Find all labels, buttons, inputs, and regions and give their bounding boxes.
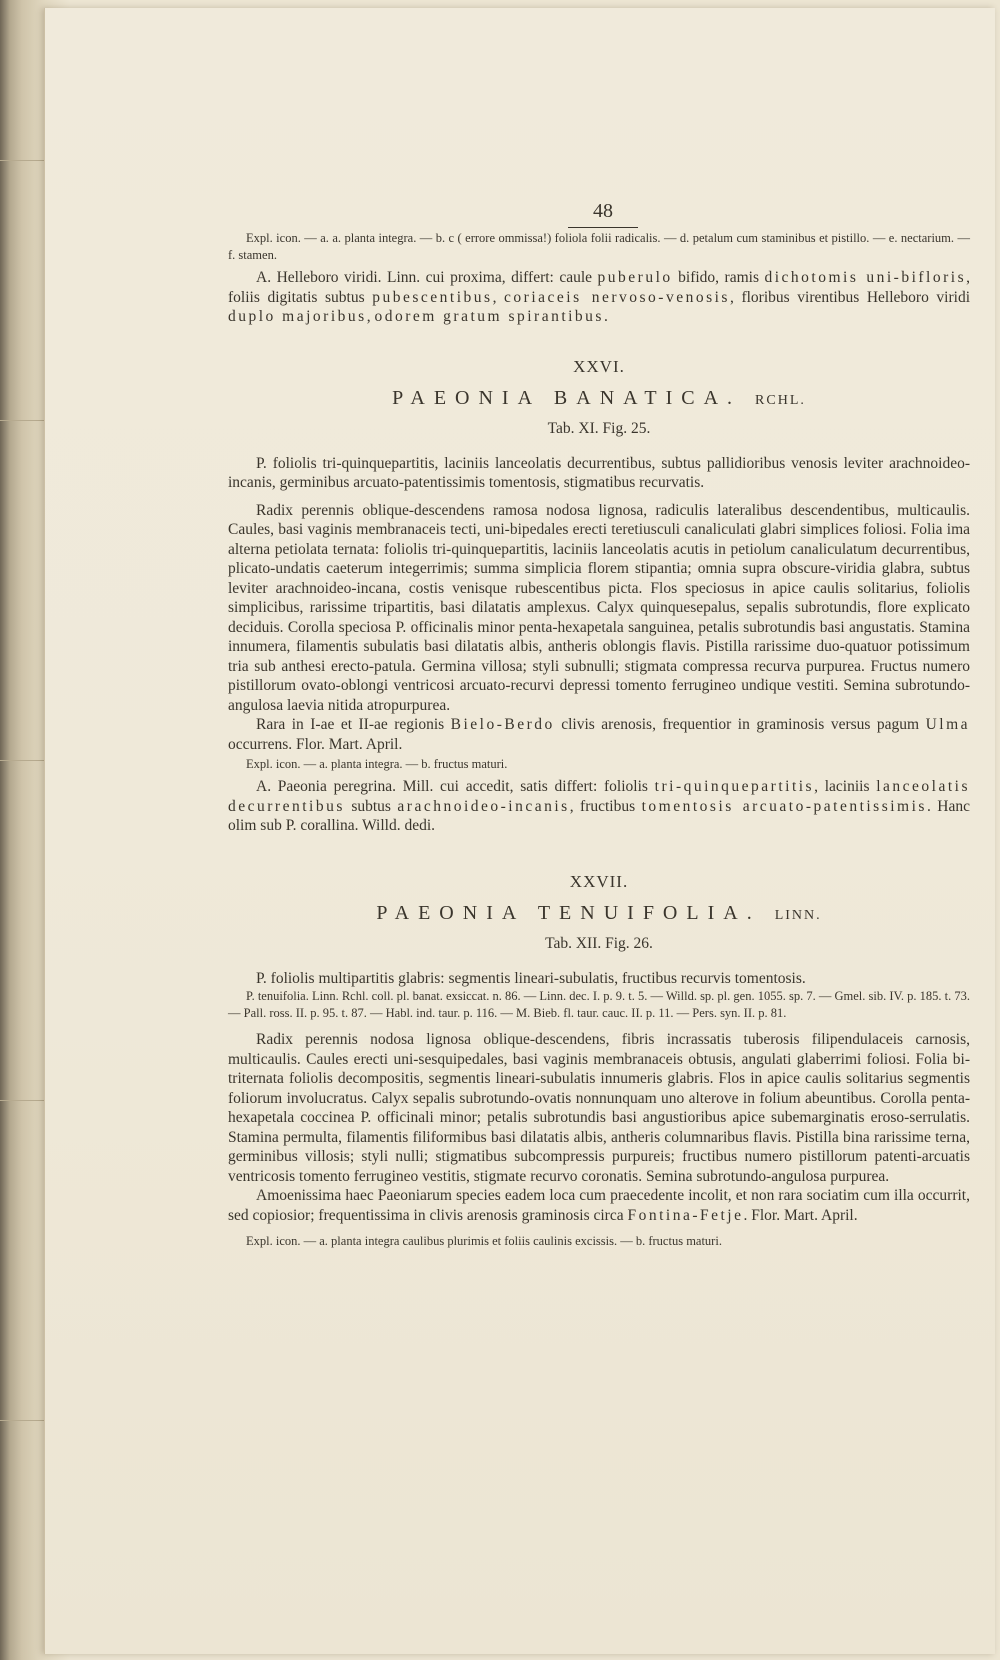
species-author: RCHL. [755,392,806,408]
page-number: 48 [568,200,638,228]
species-diagnosis: P. foliolis tri-quinquepartitis, laciniis lanceolatis decurrentibus, subtus pallidioribus venosis leviter arachnoideo-incanis, germinibus arcuato-patentissimis tomentosis, stigmatibus recurvatis. [228,454,970,491]
page-content [228,200,971,1530]
section-number: XXVII. [569,871,629,891]
species-description: Radix perennis nodosa lignosa oblique-descendens, fibris incrassatis tuberosis filipendulaceis carnosis, multicaulis. Caules erecti uni-sesquipedales, basi vaginis membranaceis obtusis, angulati glaberrimi foliosi. Folia bi-triternata foliolis decompositis, segmentis lineari-subulatis innumeris glabris. Flos in apice caulis solitarius segmentis foliorum involucratus. Calyx sepalis subrotundo-ovatis nonnunquam uno alterove in folium abeuntibus. Corolla penta-hexapetala coccinea P. officinali minor; petalis subrotundis basi angustioribus apice subemarginatis eroso-serrulatis. Stamina permulta, filamentis filiformibus basi dilatatis albis, antheris columnaribus flavis. Pistilla bina rarissime terna, germinibus villosis; styli nulli; stigmatibus subcompressis purpureis; fructibus numero pistillorum patenti-arcuatis ventricosis tomento ferrugineo vestitis, stigmate recurvo coronatis. Semina subrotundo-angulosa purpurea. [228,1031,970,1185]
section-number: XXVI. [573,356,625,376]
plate-reference: Tab. XI. Fig. 25. [547,419,651,437]
page-edge-line [0,1420,44,1421]
species-habitat: Amoenissima haec Paeoniarum species eadem loca cum praecedente incolit, et non rara sociatim cum illa occurrit, sed copiosior; frequentissima in clivis arenosis graminosis circa Fontina-Fetje. Flor. Mart. April. [228,1187,970,1224]
species-synonyms: P. tenuifolia. Linn. Rchl. coll. pl. banat. exsiccat. n. 86. — Linn. dec. I. p. 9. t. 5. — Willd. sp. pl. gen. 1055. sp. 7. — Gmel. sib. IV. p. 185. t. 73. — Pall. ross. II. p. 95. t. 87. — Habl. ind. taur. p. 116. — M. Bieb. fl. taur. cauc. II. p. 11. — Pers. syn. II. p. 81. [228,989,970,1020]
species-description: Radix perennis oblique-descendens ramosa nodosa lignosa, radiculis lateralibus descendentibus, multicaulis. Caules, basi vaginis membranaceis tecti, uni-bipedales erecti teretiusculi canaliculati glabri simplices foliosi. Folia ima alterna petiolata ternata: foliolis tri-quinquepartitis, laciniis lanceolatis acutis in petiolum canaliculatum decurrentibus, plicato-undatis caeterum integerrimis; summa simplicia florem stipantia; omnia supra obscure-viridia glabra, subtus leviter arachnoideo-incana, costis venisque rubescentibus picta. Flos speciosus in apice caulis solitarius, foliolis simplicibus, rarissime tripartitis, basi dilatatis amplexus. Calyx quinquesepalus, sepalis subrotundis, flore explicato deciduis. Corolla speciosa P. officinalis minor penta-hexapetala sanguinea, petalis subrotundis basi angustatis. Stamina innumera, filamentis subulatis basi dilatatis albis, antheris oblongis flavis. Pistilla rarissime duo-quatuor potissimum tria sub anthesi erecto-patula. Germina villosa; styli subnulli; stigmata compressa recurva purpurea. Fructus numero pistillorum ovato-oblongi ventricosi arcuato-recurvi depressi tomento ferrugineo undique vestiti. Semina subrotundo-angulosa laevia nitida atropurpurea. [228,501,970,714]
species-habitat: Rara in I-ae et II-ae regionis Bielo-Berdo clivis arenosis, frequentior in graminosis versus pagum Ulma occurrens. Flor. Mart. April. [228,716,971,753]
helleborus-note: A. Helleboro viridi. Linn. cui proxima, differt: caule puberulo bifido, ramis dichotomis uni-bifloris, foliis digitatis subtus pubescentibus, coriaceis nervoso-venosis, floribus virentibus Helleboro viridi duplo majoribus, odorem gratum spirantibus. [228,269,971,325]
page-edge-line [0,1100,44,1101]
species-comparison: A. Paeonia peregrina. Mill. cui accedit, satis differt: foliolis tri-quinquepartitis, laciniis lanceolatis decurrentibus subtus arachnoideo-incanis, fructibus tomentosis arcuato-patentissimis. Hanc olim sub P. corallina. Willd. dedi. [228,778,970,834]
plate-reference: Tab. XII. Fig. 26. [545,934,653,952]
species-diagnosis: P. foliolis multipartitis glabris: segmentis lineari-subulatis, fructibus recurvis tomentosis. [256,969,806,987]
explanation-icon: Expl. icon. — a. planta integra. — b. fructus maturi. [246,757,508,771]
section-title [228,902,970,925]
section-title [228,387,970,410]
species-name: PAEONIA TENUIFOLIA. [376,901,761,924]
explanation-top: Expl. icon. — a. a. planta integra. — b. c ( errore ommissa!) foliola folii radicalis. — d. petalum cum staminibus et pistillo. — e. nectarium. — f. stamen. [228,231,970,262]
explanation-icon: Expl. icon. — a. planta integra caulibus plurimis et foliis caulinis excissis. — b. fructus maturi. [246,1234,722,1248]
species-name: PAEONIA BANATICA. [392,386,742,409]
page-edge-line [0,760,44,761]
page-edge-line [0,420,44,421]
species-author: LINN. [774,907,822,923]
page-edge-line [0,160,44,161]
